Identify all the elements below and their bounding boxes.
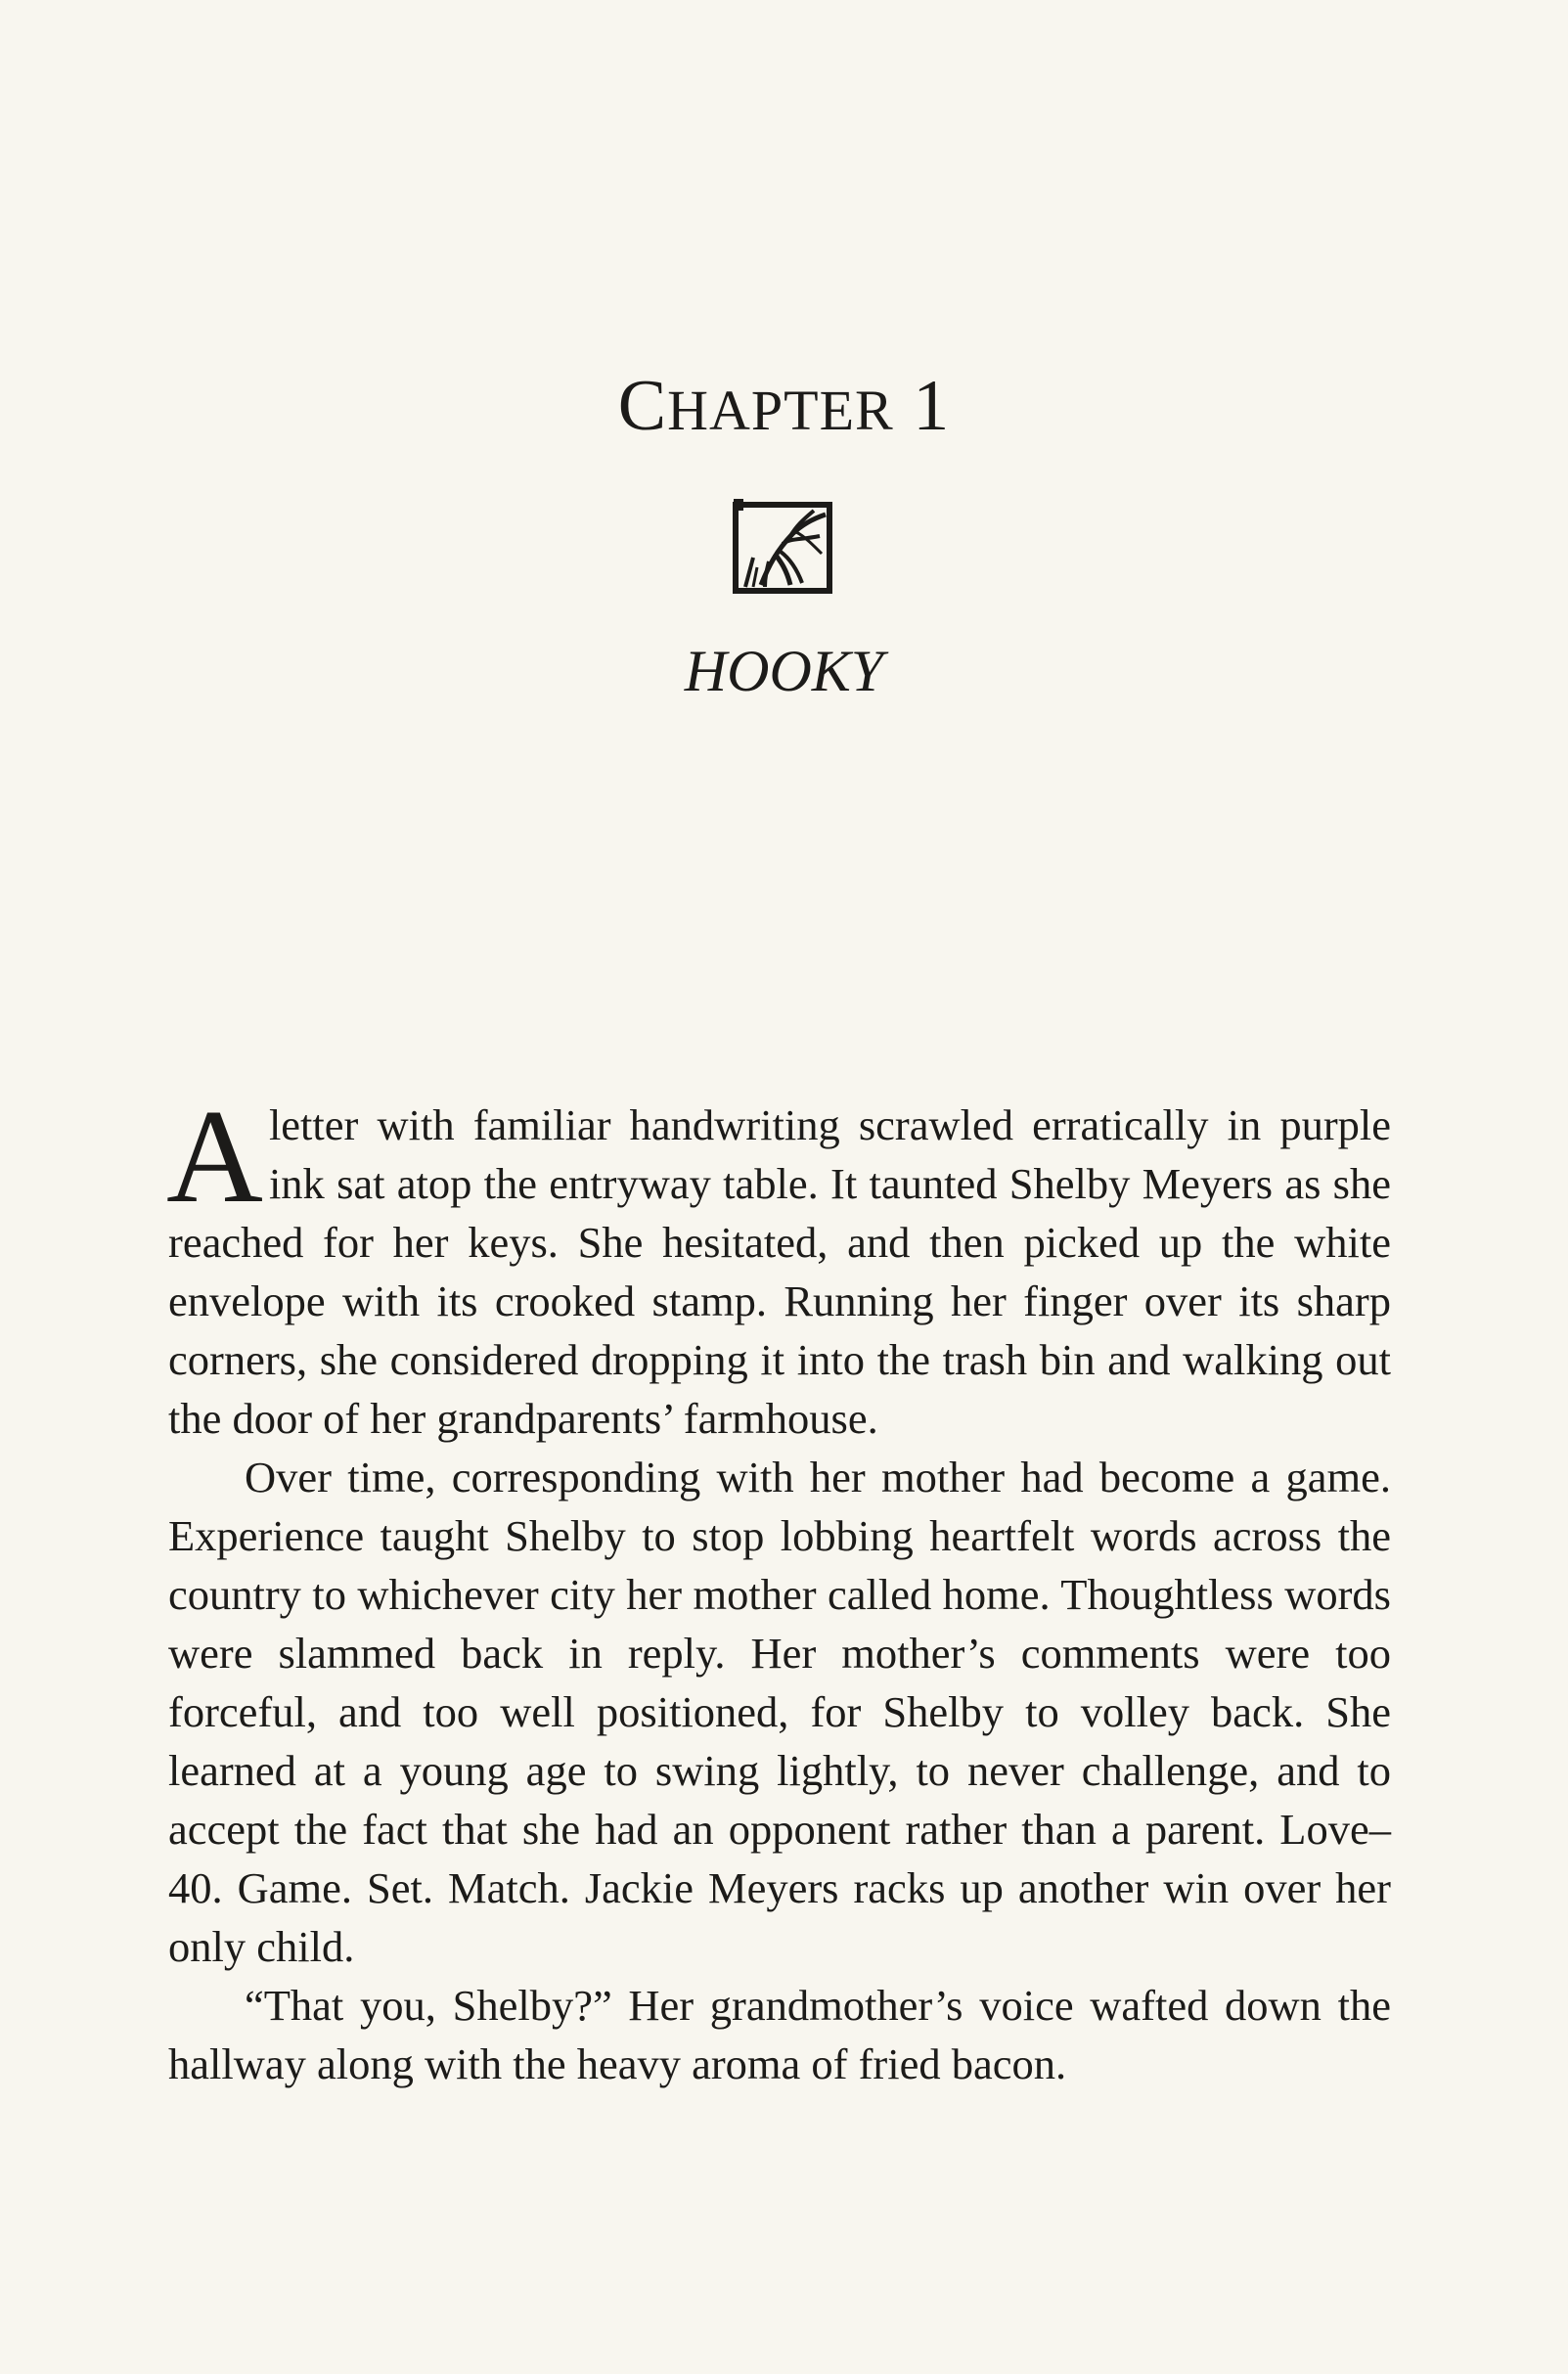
chapter-heading-initial: C (617, 366, 668, 446)
paragraph-1-text: letter with familiar handwriting scrawled erratically in purple ink sat atop the entryway table. It taunted Shelby Meyers as she reached for her keys. She hesitated, and then picked up the white envelope with its crooked stamp. Running her finger over its sharp corners, she considered dropping it into the trash bin and walking out the door of her grandparents’ farmhouse. (168, 1100, 1391, 1443)
chapter-number: 1 (913, 366, 951, 446)
branch-ornament-icon (732, 497, 833, 595)
chapter-heading-word: HAPTER (667, 379, 894, 442)
drop-cap: A (166, 1082, 263, 1231)
paragraph-1 (166, 1082, 1391, 1448)
chapter-heading (0, 366, 1568, 446)
paragraph-3: “That you, Shelby?” Her grandmother’s voice wafted down the hallway along with the heavy aroma of fried bacon. (168, 1981, 1391, 2088)
body-text (166, 1082, 1391, 2093)
paragraph-2: Over time, corresponding with her mother had become a game. Experience taught Shelby to stop lobbing heartfelt words across the country to whichever city her mother called home. Thoughtless words were slammed back in reply. Her mother’s comments were too forceful, and too well positioned, for Shelby to volley back. She learned at a young age to swing lightly, to never challenge, and to accept the fact that she had an opponent rather than a parent. Love–40. Game. Set. Match. Jackie Meyers racks up another win over her only child. (168, 1453, 1391, 1971)
chapter-title: HOOKY (684, 639, 884, 703)
